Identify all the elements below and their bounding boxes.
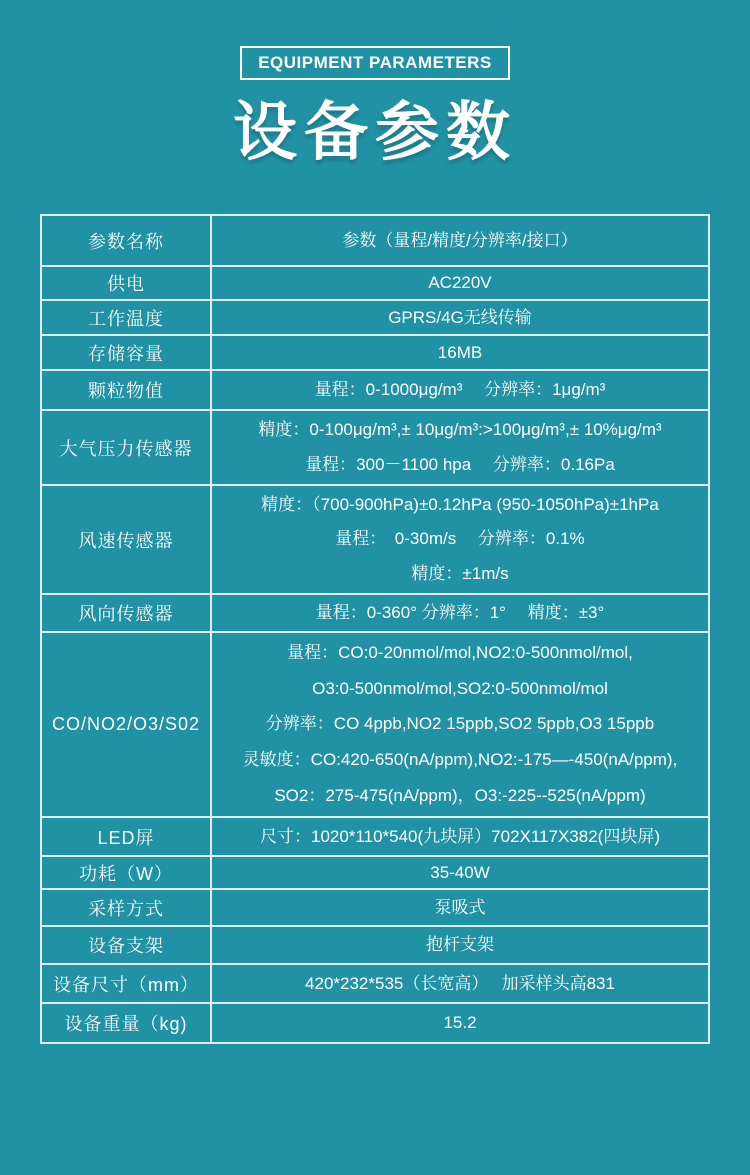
- param-value-line: SO2：275-475(nA/ppm)，O3:-225--525(nA/ppm): [274, 786, 646, 806]
- param-value-line: 参数（量程/精度/分辨率/接口）: [342, 230, 578, 250]
- param-value-line: GPRS/4G无线传输: [388, 307, 532, 327]
- param-value-line: 15.2: [443, 1013, 477, 1032]
- param-name-cell: 风速传感器: [42, 486, 212, 593]
- param-value-cell: [212, 216, 708, 265]
- param-value-line: 16MB: [437, 342, 483, 362]
- param-value-cell: [212, 857, 708, 888]
- param-value-cell: [212, 411, 708, 484]
- table-row: [42, 484, 708, 593]
- table-row: [42, 593, 708, 631]
- table-row: [42, 925, 708, 963]
- param-value-line: 量程：0-360° 分辨率：1° 精度：±3°: [315, 603, 605, 622]
- param-name-cell: 设备尺寸（mm）: [42, 965, 212, 1002]
- page: [0, 46, 750, 1044]
- param-value-line: 量程： 0-30m/s 分辨率：0.1%: [335, 529, 585, 549]
- param-value-line: 精度：0-100μg/m³,± 10μg/m³:>100μg/m³,± 10%μg/m³: [258, 420, 662, 440]
- param-value-cell: [212, 486, 708, 593]
- table-row: [42, 855, 708, 888]
- param-name-cell: 风向传感器: [42, 595, 212, 631]
- param-value-cell: [212, 927, 708, 963]
- param-name-cell: 设备支架: [42, 927, 212, 963]
- param-value-cell: [212, 301, 708, 334]
- param-name-cell: 工作温度: [42, 301, 212, 334]
- param-value-line: 尺寸：1020*110*540(九块屏）702X117X382(四块屏): [259, 826, 660, 846]
- table-row: [42, 963, 708, 1002]
- param-value-line: O3:0-500nmol/mol,SO2:0-500nmol/mol: [312, 678, 608, 698]
- param-value-line: 精度：（700-900hPa)±0.12hPa (950-1050hPa)±1hPa: [261, 495, 659, 515]
- table-row: [42, 631, 708, 816]
- equipment-spec-table: [40, 214, 710, 1044]
- param-value-cell: [212, 336, 708, 369]
- param-value-cell: [212, 818, 708, 855]
- param-value-cell: [212, 890, 708, 925]
- param-value-line: 量程：300－1100 hpa 分辨率：0.16Pa: [305, 454, 615, 474]
- param-value-line: 灵敏度：CO:420-650(nA/ppm),NO2:-175—-450(nA/ppm),: [242, 750, 678, 770]
- param-value-cell: [212, 371, 708, 409]
- table-row: [42, 265, 708, 299]
- param-value-line: 35-40W: [430, 862, 490, 882]
- param-name-cell: 采样方式: [42, 890, 212, 925]
- param-value-line: 420*232*535（长宽高） 加采样头高831: [305, 973, 615, 993]
- param-name-cell: CO/NO2/O3/S02: [42, 633, 212, 816]
- param-value-line: 泵吸式: [434, 897, 486, 917]
- param-name-cell: 设备重量（kg): [42, 1004, 212, 1042]
- param-name-cell: 颗粒物值: [42, 371, 212, 409]
- param-name-cell: 功耗（W）: [42, 857, 212, 888]
- table-row: [42, 299, 708, 334]
- table-row: [42, 334, 708, 369]
- param-value-line: AC220V: [428, 273, 492, 292]
- param-value-cell: [212, 1004, 708, 1042]
- param-name-cell: LED屏: [42, 818, 212, 855]
- equipment-parameters-badge: EQUIPMENT PARAMETERS: [240, 46, 510, 80]
- table-row: [42, 409, 708, 484]
- table-row: [42, 888, 708, 925]
- param-name-cell: 大气压力传感器: [42, 411, 212, 484]
- table-row: [42, 1002, 708, 1042]
- param-value-cell: [212, 965, 708, 1002]
- param-value-line: 量程：CO:0-20nmol/mol,NO2:0-500nmol/mol,: [287, 642, 633, 662]
- table-row: [42, 816, 708, 855]
- param-value-cell: [212, 267, 708, 299]
- param-value-line: 精度：±1m/s: [411, 563, 509, 583]
- param-name-cell: 供电: [42, 267, 212, 299]
- param-value-cell: [212, 633, 708, 816]
- table-row: [42, 369, 708, 409]
- param-name-cell: 存储容量: [42, 336, 212, 369]
- param-value-line: 分辨率：CO 4ppb,NO2 15ppb,SO2 5ppb,O3 15ppb: [265, 714, 655, 734]
- param-value-line: 量程：0-1000μg/m³ 分辨率：1μg/m³: [314, 380, 606, 399]
- param-value-line: 抱杆支架: [426, 935, 494, 954]
- param-name-cell: 参数名称: [42, 216, 212, 265]
- page-title: 设备参数: [233, 96, 517, 168]
- table-row: [42, 216, 708, 265]
- param-value-cell: [212, 595, 708, 631]
